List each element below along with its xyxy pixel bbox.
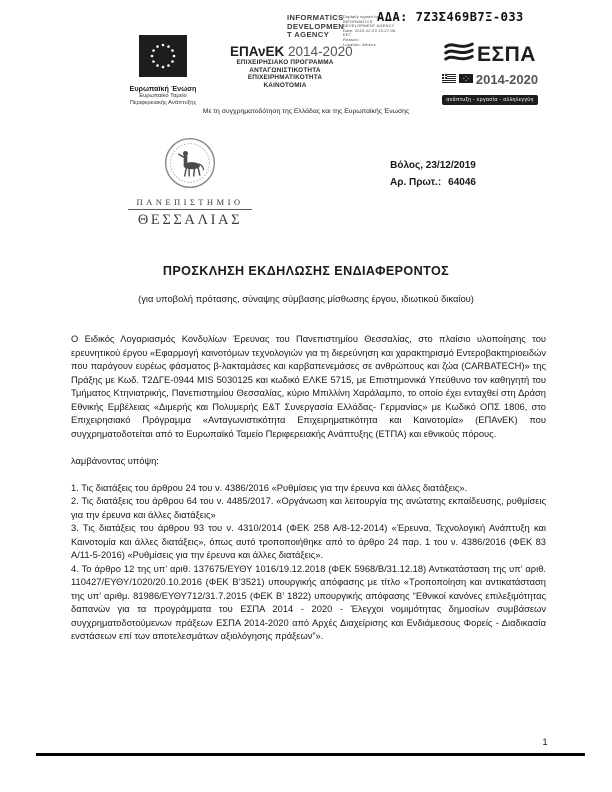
espa-logo-title: ΕΣΠΑ: [477, 42, 536, 66]
espa-waves-icon: [444, 40, 474, 69]
legal-item-4: 4. Το άρθρο 12 της υπ’ αριθ. 137675/ΕΥΘΥ 1016/19.12.2018 (ΦΕΚ 5968/Β/31.12.18) Αντικατάσταση της υπ’ αριθ. 110427/ΕΥΘΥ/1020/20.10.2016 (ΦΕΚ Β’3521) υπουργικής απόφασης με τίτλο «Τροποποίηση και αντικατάσταση της υπ’ αριθμ. 81986/ΕΥΘΥ712/31.7.2015 (ΦΕΚ Β’ 1822) υπουργικής απόφασης “Εθνικοί κανόνες επιλεξιμότητας δαπανών για τα προγράμματα του ΕΣΠΑ 2014 - 2020 - Έλεγχοι νομιμότητας δημοσίων συμβάσεων συγχρηματοδοτούμενων πράξεων ΕΣΠΑ 2014-2020 από Αρχές Διαχείρισης και Ενδιάμεσους Φορείς - Διαδικασία ενστάσεων επί των αποτελεσμάτων αξιολόγησης πράξεων”».: [71, 563, 546, 641]
signature-agency-line: INFORMATICS: [287, 13, 344, 22]
greek-flag-icon: [442, 70, 456, 88]
document-title: ΠΡΟΣΚΛΗΣΗ ΕΚΔΗΛΩΣΗΣ ΕΝΔΙΑΦΕΡΟΝΤΟΣ: [162, 264, 450, 278]
espa-tagline: ανάπτυξη - εργασία - αλληλεγγύη: [442, 95, 538, 105]
ada-code: ΑΔΑ: 7Ζ3Σ469Β7Ξ-Θ33: [377, 10, 524, 24]
letterhead-date-block: [363, 157, 503, 191]
protocol-value: 64046: [448, 177, 476, 188]
university-name-line1: ΠΑΝΕΠΙΣΤΗΜΙΟ: [128, 197, 252, 210]
epanek-logo-block: [230, 44, 353, 89]
signature-agency-line: T AGENCY: [287, 30, 330, 40]
signature-detail-line: Location: Athens: [343, 41, 376, 47]
signature-detail-line: Digitally signed by: [343, 14, 380, 19]
epanek-line: ΚΑΙΝΟΤΟΜΙΑ: [263, 81, 307, 89]
signature-detail-line: DEVELOPMENT AGENCY: [343, 23, 395, 29]
protocol-label: Αρ. Πρωτ.:: [390, 177, 442, 188]
university-logo-block: [128, 136, 252, 229]
legal-item-3: 3. Τις διατάξεις του άρθρου 93 του ν. 4310/2014 (ΦΕΚ 258 Α/8-12-2014) «Έρευνα, Τεχνολογική Ανάπτυξη και Καινοτομία και άλλες διατάξεις», όπως αυτό τροποποιήθηκε από το άρθρο 24 παρ. 1 του ν. 4386/2016 (ΦΕΚ 83 Α/11-5-2016) «Ρυθμίσεις για την έρευνα και άλλες διατάξεις».: [71, 523, 546, 560]
protocol-number: [363, 174, 503, 191]
signature-agency-line: DEVELOPMEN: [287, 21, 345, 31]
cofinance-note: Με τη συγχρηματοδότηση της Ελλάδας και της Ευρωπαϊκής Ένωσης: [202, 108, 410, 115]
eu-logo-subtitle: Ευρωπαϊκό Ταμείο: [139, 93, 187, 99]
epanek-line: ΕΠΙΧΕΙΡΗΜΑΤΙΚΟΤΗΤΑ: [247, 74, 323, 82]
digital-signature-agency: [287, 14, 343, 40]
intro-paragraph: Ο Ειδικός Λογαριασμός Κονδυλίων Έρευνας του Πανεπιστημίου Θεσσαλίας, στο πλαίσιο υλοποίησης του ερευνητικού έργου «Εφαρμογή καινοτόμων τεχνολογιών για τη διερεύνηση και χαρακτηρισμό Εντεροβακτηριοειδών που παράγουν ευρέως φάσματος β-λακταμάσες και καρβαπενεμάσες σε ανθρώπους και ζώα (CARBATECH)» της Πράξης με Κωδ. Τ2ΔΓΕ-0944 MIS 5030125 και κωδικό ΕΛΚΕ 5715, με Επιστημονικά Υπεύθυνο τον καθηγητή του Τμήματος Κτηνιατρικής, Πανεπιστημίου Θεσσαλίας, κύριο Μπιλλίνη Χαράλαμπο, το οποίο έχει ενταχθεί στη Δράση Εθνικής Εμβέλειας «Διμερής και Πολυμερής Ε&Τ Συνεργασία Ελλάδας- Γερμανίας» με Κωδικό ΟΠΣ 1806, στο Επιχειρησιακό Πρόγραμμα «Ανταγωνιστικότητα Επιχειρηματικότητα και Καινοτομία» (ΕΠΑνΕΚ) που συγχρηματοδοτείται από το Ευρωπαϊκό Ταμείο Περιφερειακής Ανάπτυξης (ΕΤΠΑ) και εθνικούς πόρους.: [71, 334, 546, 439]
place-and-date: Βόλος, 23/12/2019: [390, 160, 476, 171]
epanek-brand: ΕΠΑνΕΚ: [230, 44, 285, 59]
signature-detail-line: Reason:: [343, 36, 360, 42]
epanek-line: ΕΠΙΧΕΙΡΗΣΙΑΚΟ ΠΡΟΓΡΑΜΜΑ: [236, 59, 334, 66]
digital-signature-details: [343, 15, 399, 47]
considering-line: λαμβάνοντας υπόψη:: [71, 455, 159, 466]
document-subtitle: (για υποβολή πρότασης, σύναψης σύμβασης μίσθωσης έργου, ιδιωτικού δικαίου): [138, 293, 474, 304]
legal-item-2: 2. Τις διατάξεις του άρθρου 64 του ν. 4485/2017. «Οργάνωση και λειτουργία της ανώτατης εκπαίδευσης, ρυθμίσεις για την έρευνα και άλλες διατάξεις»: [71, 496, 546, 520]
signature-detail-line: Date: 2019.12.23 10:27:06: [343, 27, 396, 33]
eu-logo-block: [108, 35, 218, 106]
espa-years: 2014-2020: [475, 71, 539, 87]
university-seal-icon: [163, 136, 217, 195]
eu-logo-title: Ευρωπαϊκή Ένωση: [129, 84, 197, 93]
page-number: 1: [542, 737, 548, 747]
epanek-line: ΑΝΤΑΓΩΝΙΣΤΙΚΟΤΗΤΑ: [249, 66, 321, 74]
signature-detail-line: INFORMATICS: [343, 18, 373, 24]
legal-item-1: 1. Τις διατάξεις του άρθρου 24 του ν. 4386/2016 «Ρυθμίσεις για την έρευνα και άλλες διατάξεις».: [71, 482, 468, 493]
footer-rule: [36, 753, 585, 756]
university-name-line2: ΘΕΣΣΑΛΙΑΣ: [137, 211, 243, 228]
eu-mini-flag-icon: [459, 70, 473, 88]
epanek-logo-title: [230, 44, 353, 59]
eu-flag-icon: [139, 35, 187, 82]
eu-logo-subtitle: Περιφερειακής Ανάπτυξης: [129, 99, 197, 106]
espa-logo-block: [436, 40, 544, 106]
document-body: [71, 333, 546, 644]
epanek-years: 2014-2020: [288, 44, 353, 59]
signature-detail-line: EET: [343, 32, 352, 38]
